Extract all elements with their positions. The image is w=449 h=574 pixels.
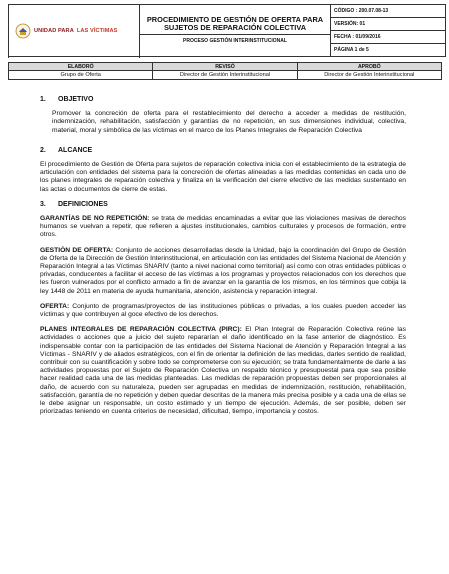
- section-title: OBJETIVO: [58, 96, 94, 103]
- approval-table: [8, 62, 442, 80]
- approval-header-elaboro: ELABORÓ: [9, 63, 153, 71]
- logo-text-accent: LAS VÍCTIMAS: [76, 27, 118, 34]
- document-code: CÓDIGO : 200.07.08-13: [331, 5, 445, 18]
- approval-value-aprobo: Director de Gestión Interinstitucional: [297, 71, 441, 80]
- definition-gestion-oferta: [40, 247, 406, 296]
- definition-text: El Plan Integral de Reparación Colectiva reúne las actividades o acciones que a juicio del sujeto repararían el daño identificado en la fase anterior de diagnóstico. Es indispensable contar con la participación de las entidades del Sistema Nacional de Atención y Reparación Integral a las Víctimas - SNARIV y de aliados estratégicos, con el fin de orientar la definición de las medidas, darles sentido de realidad, contribuir con su cuantificación y sobre todo se comprometerse con su ejecución; se trata fundamentalmente de darle a las actividades propuestas por el Sujeto de Reparación Colectiva un respaldo técnico y presupuestal para que sea posible hacer realidad cada una de las medidas planteadas. Las medidas de reparación propuestas deben ser proporcionales al daño, de acuerdo con su naturaleza, pueden ser agrupadas en medidas de indemnización, restitución, rehabilitación, satisfacción, garantía de no repetición y deben quedar descritas de la manera más precisa posible y a cada una de ellas se le debe asignar un responsable, un costo estimado y un tiempo de ejecución. Además, de ser posible, deben ser priorizadas teniendo en cuenta criterios de necesidad, dificultad, tiempo, importancia y costos.: [40, 326, 406, 416]
- meta-cell: [331, 5, 446, 57]
- section-heading-alcance: [40, 147, 406, 155]
- section-number: 2.: [40, 146, 46, 154]
- page-number: PÁGINA 1 de 5: [334, 47, 369, 53]
- approval-header-reviso: REVISÓ: [153, 63, 297, 71]
- section-heading-objetivo: [40, 96, 406, 104]
- logo-cell: [9, 5, 140, 57]
- objective-paragraph: Promover la concreción de oferta para el restablecimiento del derecho a acceder a medidas de restitución, indemnización, rehabilitación, satisfacción y garantías de no repetición, en sus dimensiones individual, colectiva, material, moral y simbólica de las víctimas en el marco de los Planes Integrales de Reparación Colectiva: [52, 110, 406, 134]
- logo-text-prefix: UNIDAD PARA: [34, 27, 74, 34]
- section-heading-definiciones: [40, 201, 406, 209]
- definition-text: se trata de medidas encaminadas a evitar que las violaciones masivas de derechos humanos se vuelvan a repetir, que refieren a ajustes institucionales, cambios culturales y procesos de formación, entre otros.: [40, 215, 406, 239]
- document-version: VERSIÓN: 01: [331, 18, 445, 31]
- process-name: PROCESO GESTIÓN INTERINSTITUCIONAL: [140, 34, 330, 47]
- approval-value-elaboro: Grupo de Oferta: [9, 71, 153, 80]
- section-title: DEFINICIONES: [58, 200, 108, 208]
- definition-term: GARANTÍAS DE NO REPETICIÓN:: [40, 215, 150, 223]
- definition-text: Conjunto de acciones desarrolladas desde la Unidad, bajo la coordinación del Grupo de Gestión de Oferta de la Dirección de Gestión Interinstitucional, en articulación con las entidades del Sistema Nacional de Atención y Reparación Integral a las Víctimas SNARIV (tanto a nivel nacional como territorial) así como con otras entidades públicas o privadas, conducentes a facilitar el acceso de las víctimas a los programas y proyectos relacionados con los derechos que les fueron vulnerados por el conflicto armado a fin de avanzar en la garantía de los mismos, en los términos que cobija la ley 1448 de 2011 en materia de ayuda humanitaria, atención, asistencia y reparación integral.: [40, 246, 406, 295]
- scope-paragraph: El procedimiento de Gestión de Oferta para sujetos de reparación colectiva inicia con el establecimiento de la estrategia de articulación con entidades del sistema para la concreción de ofertas alineadas a las medidas contenidas en cada uno de los planes integrales de reparación colectiva y finaliza en la verificación del cierre efectivo de las medidas sustentado en las actas o documentos de cierre de estas.: [40, 161, 406, 193]
- section-number: 1.: [40, 96, 46, 103]
- definition-text: Conjunto de programas/proyectos de las instituciones públicas o privadas, a los cuales pueden acceder las víctimas y que contribuyen al goce efectivo de los derechos.: [40, 302, 406, 319]
- title-cell: [140, 5, 331, 57]
- document-header: [8, 4, 446, 57]
- definition-pirc: [40, 326, 406, 416]
- approval-header-aprobo: APROBÓ: [297, 63, 441, 71]
- document-date: FECHA : 01/09/2016: [331, 31, 445, 44]
- approval-value-reviso: Director de Gestión Interinstitucional: [153, 71, 297, 80]
- document-title: PROCEDIMIENTO DE GESTIÓN DE OFERTA PARA SUJETOS DE REPARACIÓN COLECTIVA: [146, 14, 324, 32]
- document-body: [40, 96, 406, 424]
- definition-oferta: [40, 303, 406, 319]
- unidad-victimas-logo: [9, 23, 139, 39]
- national-seal-icon: [15, 23, 31, 39]
- section-title: ALCANCE: [58, 146, 93, 154]
- definition-term: GESTIÓN DE OFERTA:: [40, 246, 114, 254]
- definition-term: PLANES INTEGRALES DE REPARACIÓN COLECTIVA (PIRC):: [40, 326, 242, 334]
- definition-term: OFERTA:: [40, 302, 70, 310]
- section-number: 3.: [40, 200, 46, 208]
- definition-garantias: [40, 215, 406, 240]
